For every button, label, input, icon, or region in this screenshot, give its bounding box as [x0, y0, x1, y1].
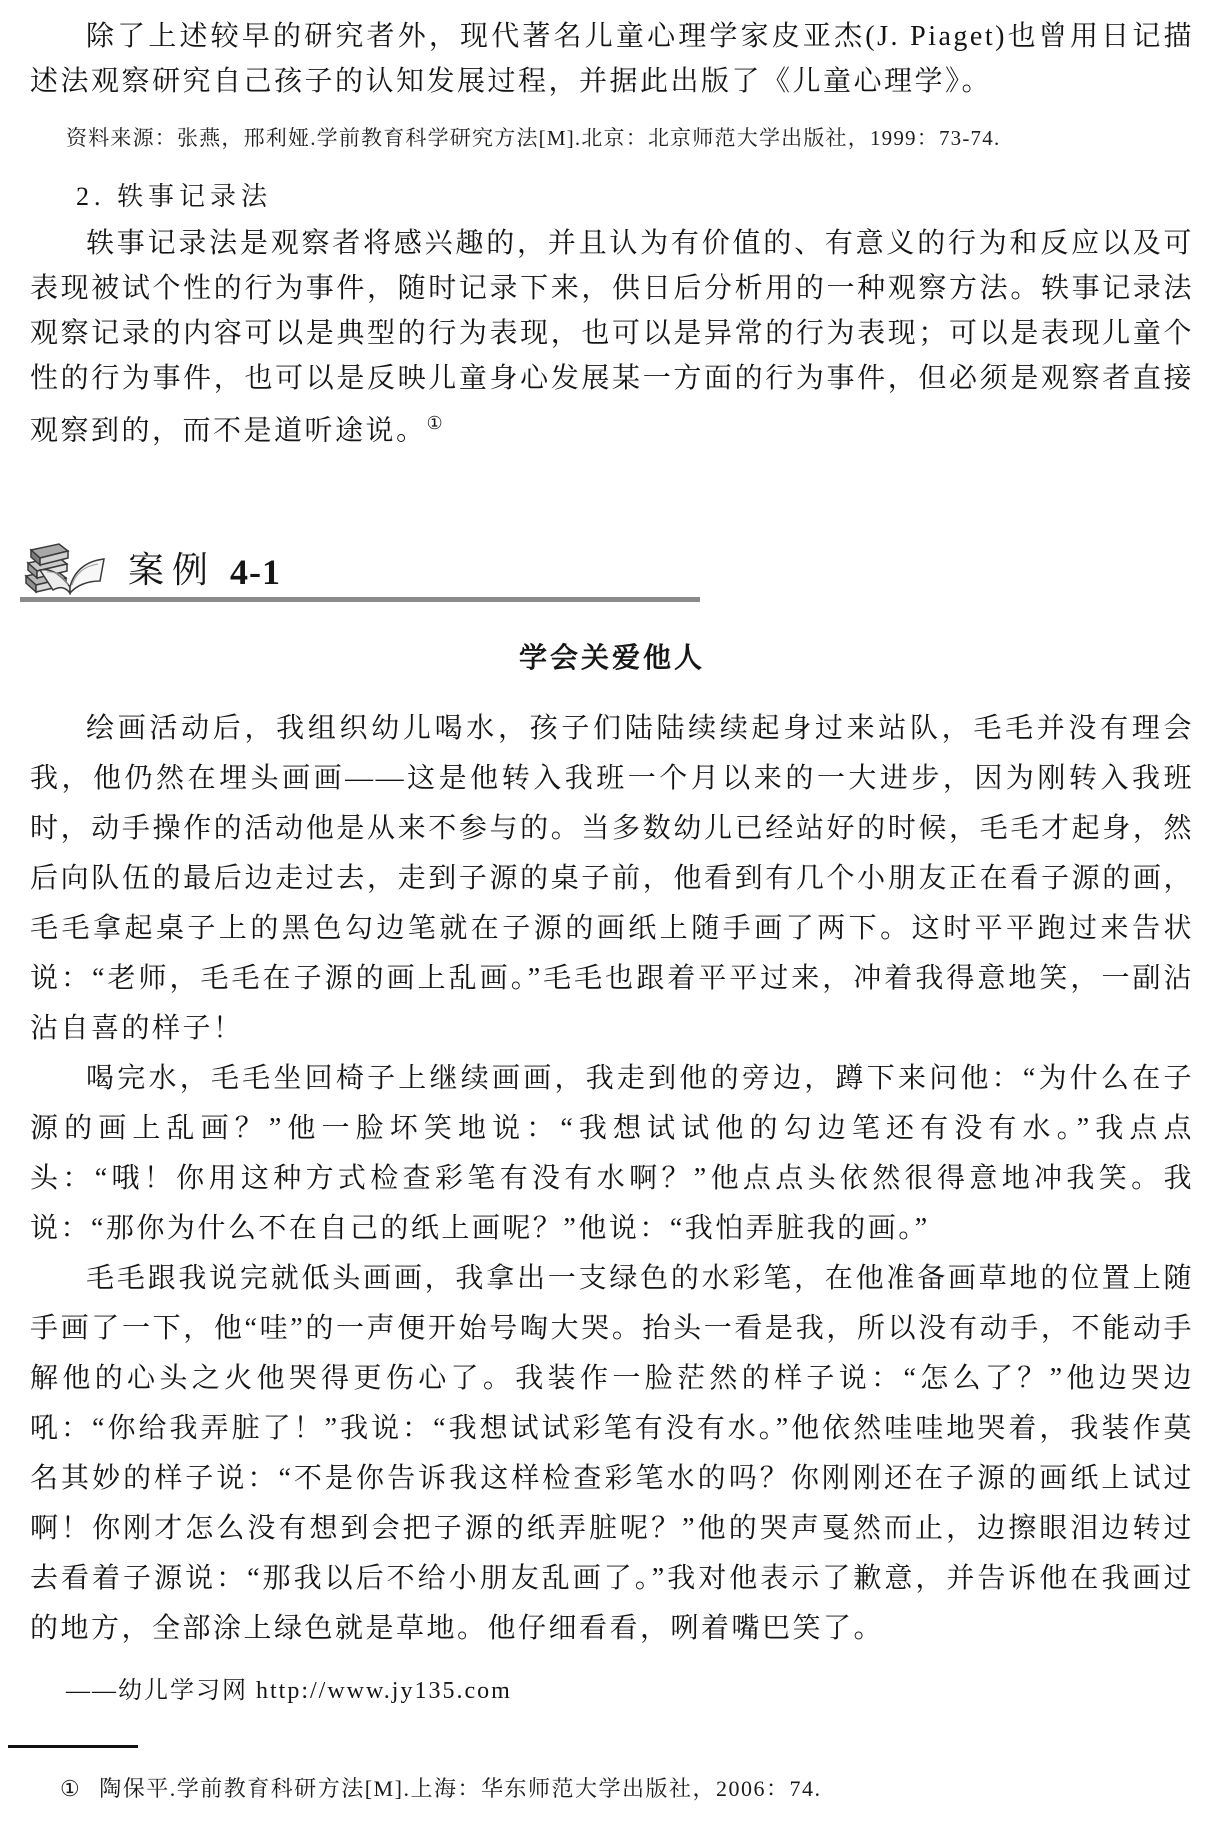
- footnote-text: 陶保平.学前教育科研方法[M].上海：华东师范大学出版社，2006：74.: [99, 1776, 822, 1801]
- footnote-separator: [8, 1745, 138, 1748]
- case-paragraph-2: 喝完水，毛毛坐回椅子上继续画画，我走到他的旁边，蹲下来问他：“为什么在子源的画上乱画？”他一脸坏笑地说：“我想试试他的勾边笔还有没有水。”我点点头：“哦！你用这种方式检查彩笔有没有水啊？”他点点头依然很得意地冲我笑。我说：“那你为什么不在自己的纸上画呢？”他说：“我怕弄脏我的画。”: [30, 1063, 1194, 1245]
- books-icon: [22, 533, 114, 595]
- case-paragraph-1: 绘画活动后，我组织幼儿喝水，孩子们陆陆续续起身过来站队，毛毛并没有理会我，他仍然在埋头画画——这是他转入我班一个月以来的一大进步，因为刚转入我班时，动手操作的活动他是从来不参与的。当多数幼儿已经站好的时候，毛毛才起身，然后向队伍的最后边走过去，走到子源的桌子前，他看到有几个小朋友正在看子源的画，毛毛拿起桌子上的黑色勾边笔就在子源的画纸上随手画了两下。这时平平跑过来告状说：“老师，毛毛在子源的画上乱画。”毛毛也跟着平平过来，冲着我得意地笑，一副沾沾自喜的样子！: [30, 713, 1194, 1045]
- method-description-paragraph: [30, 221, 1194, 453]
- case-label: 案例: [128, 550, 217, 591]
- case-paragraph-3: 毛毛跟我说完就低头画画，我拿出一支绿色的水彩笔，在他准备画草地的位置上随手画了一下，他“哇”的一声便开始号啕大哭。抬头一看是我，所以没有动手，不能动手解他的心头之火他哭得更伤心了。我装作一脸茫然的样子说：“怎么了？”他边哭边吼：“你给我弄脏了！”我说：“我想试试彩笔有没有水。”他依然哇哇地哭着，我装作莫名其妙的样子说：“不是你告诉我这样检查彩笔水的吗？你刚刚还在子源的画纸上试过啊！你刚才怎么没有想到会把子源的纸弄脏呢？”他的哭声戛然而止，边擦眼泪边转过去看着子源说：“那我以后不给小朋友乱画了。”我对他表示了歉意，并告诉他在我画过的地方，全部涂上绿色就是草地。他仔细看看，咧着嘴巴笑了。: [30, 1263, 1194, 1645]
- case-title: 学会关爱他人: [518, 643, 705, 675]
- case-header-rule: [20, 597, 700, 602]
- section-heading-anecdotal-method: 2. 轶事记录法: [76, 182, 273, 211]
- footnote: [60, 1772, 821, 1803]
- case-number: 4-1: [230, 552, 282, 593]
- intro-paragraph: 除了上述较早的研究者外，现代著名儿童心理学家皮亚杰(J. Piaget)也曾用日记描述法观察研究自己孩子的认知发展过程，并据此出版了《儿童心理学》。: [30, 21, 1194, 97]
- source-citation: 资料来源：张燕，邢利娅.学前教育科学研究方法[M].北京：北京师范大学出版社，1999：73-74.: [66, 126, 1001, 150]
- footnote-mark: ①: [60, 1776, 82, 1801]
- case-header: [30, 533, 1194, 595]
- case-attribution: ——幼儿学习网 http://www.jy135.com: [66, 1678, 512, 1705]
- method-description-text: 轶事记录法是观察者将感兴趣的，并且认为有价值的、有意义的行为和反应以及可表现被试个性的行为事件，随时记录下来，供日后分析用的一种观察方法。轶事记录法观察记录的内容可以是典型的行为表现，也可以是异常的行为表现；可以是表现儿童个性的行为事件，也可以是反映儿童身心发展某一方面的行为事件，但必须是观察者直接观察到的，而不是道听途说。: [30, 228, 1194, 447]
- footnote-reference-mark: ①: [426, 413, 443, 433]
